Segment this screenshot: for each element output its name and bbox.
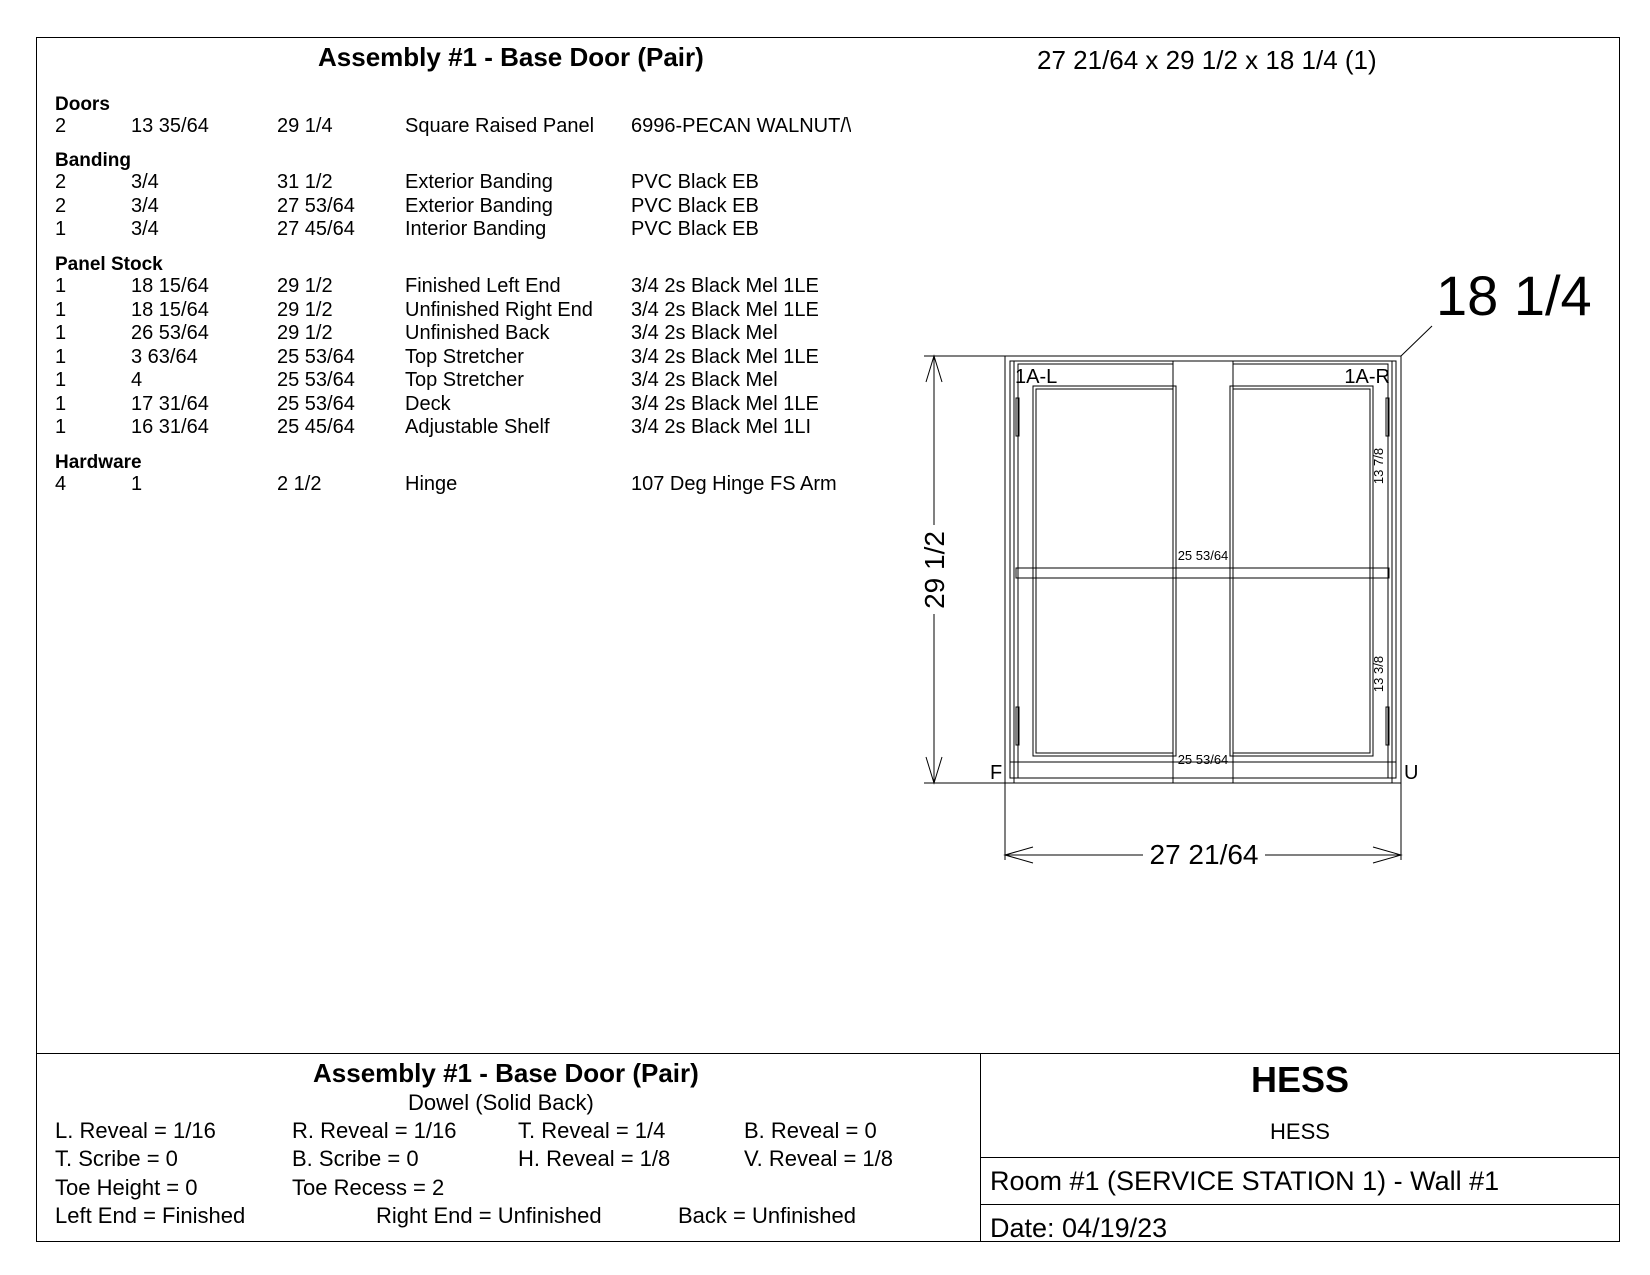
part-qty: 1 — [55, 218, 67, 240]
part-description: Deck — [405, 392, 451, 415]
b-reveal: B. Reveal = 0 — [744, 1118, 877, 1143]
section-banding: Banding — [55, 150, 131, 171]
part-width: 17 31/64 — [131, 392, 209, 415]
lower-opening-dim: 13 3/8 — [1371, 655, 1386, 693]
part-length: 27 53/64 — [277, 194, 355, 217]
t-scribe: T. Scribe = 0 — [55, 1146, 178, 1171]
part-width: 3/4 — [131, 194, 159, 217]
part-qty: 1 — [55, 322, 67, 344]
assembly-title: Assembly #1 - Base Door (Pair) — [318, 42, 704, 72]
part-length: 31 1/2 — [277, 171, 333, 193]
part-length: 29 1/2 — [277, 298, 333, 321]
adjustable-shelf — [1016, 568, 1389, 578]
part-qty: 1 — [55, 298, 67, 321]
l-reveal: L. Reveal = 1/16 — [55, 1118, 216, 1143]
part-width: 4 — [131, 369, 143, 391]
date-label: Date: 04/19/23 — [990, 1213, 1168, 1243]
door-label-right: 1A-R — [1344, 366, 1390, 388]
part-material: 6996-PECAN WALNUT/\ — [631, 116, 852, 136]
footer-divider — [36, 1053, 1620, 1054]
part-length: 29 1/2 — [277, 275, 333, 297]
depth-dimension: 18 1/4 — [1436, 264, 1592, 327]
part-description: Finished Left End — [405, 275, 561, 297]
height-dimension: 29 1/2 — [919, 531, 950, 609]
part-material: 3/4 2s Black Mel 1LE — [631, 346, 819, 367]
finished-end-marker: F — [990, 762, 1003, 784]
door-label-left: 1A-L — [1015, 366, 1058, 388]
part-width: 26 53/64 — [131, 322, 209, 344]
left-end: Left End = Finished — [55, 1203, 246, 1228]
t-reveal: T. Reveal = 1/4 — [518, 1118, 666, 1143]
part-length: 25 53/64 — [277, 369, 355, 391]
section-doors: Doors — [55, 94, 110, 115]
part-material: PVC Black EB — [631, 219, 759, 239]
unfinished-end-marker: U — [1404, 762, 1419, 784]
part-width: 3/4 — [131, 218, 159, 240]
part-description: Square Raised Panel — [405, 115, 595, 137]
part-description: Adjustable Shelf — [405, 416, 550, 438]
part-qty: 1 — [55, 369, 67, 391]
part-description: Unfinished Back — [405, 322, 550, 344]
r-reveal: R. Reveal = 1/16 — [292, 1118, 457, 1143]
toe-recess: Toe Recess = 2 — [292, 1175, 445, 1200]
part-width: 18 15/64 — [131, 298, 209, 321]
b-scribe: B. Scribe = 0 — [292, 1146, 419, 1171]
part-qty: 2 — [55, 115, 67, 137]
part-width: 18 15/64 — [131, 275, 209, 297]
part-qty: 1 — [55, 345, 67, 368]
part-qty: 2 — [55, 171, 67, 193]
construction-method: Dowel (Solid Back) — [408, 1090, 594, 1115]
part-qty: 1 — [55, 416, 67, 438]
part-description: Top Stretcher — [405, 345, 524, 368]
cabinet-outline — [1005, 356, 1401, 783]
door-right — [1233, 364, 1388, 778]
part-width: 13 35/64 — [131, 115, 209, 137]
part-qty: 1 — [55, 392, 67, 415]
part-material: 107 Deg Hinge FS Arm — [631, 474, 837, 494]
footer-assembly-title: Assembly #1 - Base Door (Pair) — [313, 1058, 699, 1088]
part-length: 25 53/64 — [277, 392, 355, 415]
part-description: Top Stretcher — [405, 369, 524, 391]
shelf-width-top: 25 53/64 — [1177, 548, 1229, 563]
part-material: 3/4 2s Black Mel — [631, 323, 778, 343]
company-name-bold: HESS — [1250, 1059, 1350, 1100]
part-width: 3 63/64 — [131, 345, 198, 368]
right-end: Right End = Unfinished — [376, 1203, 602, 1228]
v-reveal: V. Reveal = 1/8 — [744, 1146, 894, 1171]
part-width: 16 31/64 — [131, 416, 209, 438]
overall-dimensions: 27 21/64 x 29 1/2 x 18 1/4 (1) — [1037, 45, 1377, 75]
part-material: PVC Black EB — [631, 172, 759, 192]
depth-leader — [1401, 326, 1432, 356]
upper-opening-dim: 13 7/8 — [1371, 447, 1386, 485]
back: Back = Unfinished — [678, 1203, 856, 1228]
part-material: 3/4 2s Black Mel 1LE — [631, 393, 819, 414]
door-left — [1018, 364, 1173, 778]
h-reveal: H. Reveal = 1/8 — [518, 1146, 671, 1171]
company-name: HESS — [1270, 1119, 1330, 1144]
part-description: Interior Banding — [405, 218, 547, 240]
section-panel-stock: Panel Stock — [55, 254, 163, 275]
part-material: 3/4 2s Black Mel — [631, 370, 778, 390]
part-width: 1 — [131, 473, 143, 495]
part-length: 25 45/64 — [277, 416, 355, 438]
part-material: PVC Black EB — [631, 195, 759, 216]
part-length: 29 1/2 — [277, 322, 333, 344]
part-width: 3/4 — [131, 171, 159, 193]
part-description: Exterior Banding — [405, 171, 553, 193]
part-material: 3/4 2s Black Mel 1LE — [631, 299, 819, 320]
part-length: 2 1/2 — [277, 473, 322, 495]
panel-left — [1033, 386, 1176, 756]
panel-right — [1230, 386, 1373, 756]
toe-height: Toe Height = 0 — [55, 1175, 198, 1200]
part-description: Unfinished Right End — [405, 298, 593, 321]
part-description: Exterior Banding — [405, 194, 553, 217]
part-qty: 2 — [55, 194, 67, 217]
part-material: 3/4 2s Black Mel 1LE — [631, 276, 819, 296]
part-description: Hinge — [405, 473, 458, 495]
width-dimension: 27 21/64 — [1149, 839, 1259, 870]
section-hardware: Hardware — [55, 452, 142, 473]
part-length: 29 1/4 — [277, 115, 333, 137]
shelf-width-bottom: 25 53/64 — [1177, 752, 1229, 767]
part-qty: 1 — [55, 275, 67, 297]
part-material: 3/4 2s Black Mel 1LI — [631, 417, 812, 437]
part-qty: 4 — [55, 473, 67, 495]
part-length: 27 45/64 — [277, 218, 355, 240]
part-length: 25 53/64 — [277, 345, 355, 368]
room-wall-label: Room #1 (SERVICE STATION 1) - Wall #1 — [990, 1166, 1500, 1196]
